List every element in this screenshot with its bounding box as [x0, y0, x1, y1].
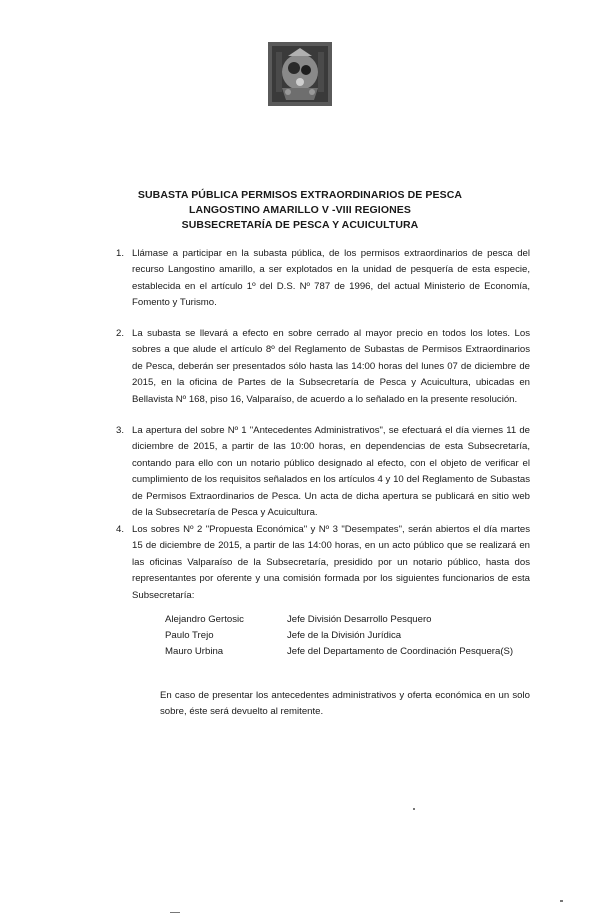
commission-row: [165, 644, 535, 660]
item-4-text: Los sobres Nº 2 "Propuesta Económica" y Nº 3 "Desempates", serán abiertos el día martes 15 de diciembre de 2015, a partir de las 14:00 horas, en un acto público que se realizará en las oficinas Valparaíso de la Subsecretaría, presidido por un notario público, hasta dos representantes por oferente y una comisión formada por los siguientes funcionarios de esta Subsecretaría:: [132, 524, 530, 601]
title-line-1: SUBASTA PÚBLICA PERMISOS EXTRAORDINARIOS DE PESCA: [137, 189, 463, 201]
document-title: [0, 188, 600, 233]
item-4-number: 4.: [116, 524, 125, 535]
item-1-text: Llámase a participar en la subasta pública, de los permisos extraordinarios de pesca del recurso Langostino amarillo, a ser explotados en la unidad de pesquería de esta especie, establecida en el artículo 1º del D.S. Nº 787 de 1996, del actual Ministerio de Economía, Fomento y Turismo.: [132, 248, 530, 309]
item-2-text: La subasta se llevará a efecto en sobre cerrado al mayor precio en todos los lotes. Los sobres a que alude el artículo 8º del Reglamento de Subastas de Permisos Extraordinarios de Pesca, deberán ser presentados sólo hasta las 14:00 horas del lunes 07 de diciembre de 2015, en la oficina de Partes de la Subsecretaría de Pesca y Acuicultura, ubicadas en Bellavista Nº 168, piso 16, Valparaíso, de acuerdo a lo señalado en la presente resolución.: [132, 328, 530, 405]
official-role: Jefe División Desarrollo Pesquero: [287, 614, 432, 625]
item-3-number: 3.: [116, 425, 125, 436]
closing-paragraph: En caso de presentar los antecedentes administrativos y oferta económica en un solo sobre, éste será devuelto al remitente.: [160, 690, 530, 718]
official-role: Jefe de la División Jurídica: [287, 630, 402, 642]
title-line-2: LANGOSTINO AMARILLO V -VIII REGIONES: [189, 204, 411, 216]
item-3-text: La apertura del sobre Nº 1 "Antecedentes Administrativos", se efectuará el día viernes 11 de diciembre de 2015, a partir de las 10:00 horas, en dependencias de esta Subsecretaría, contando para ello con un notario público designado al efecto, con el objeto de verificar el cumplimiento de los requisitos señalados en los artículos 4 y 10 del Reglamento de Subastas de Permisos Extraordinarios de Pesca. Un acta de dicha apertura se publicará en sitio web de la Subsecretaría de Pesca y Acuicultura.: [132, 425, 530, 519]
official-name: Alejandro Gertosic: [165, 614, 244, 625]
title-line-3: SUBSECRETARÍA DE PESCA Y ACUICULTURA: [181, 219, 419, 231]
commission-row: [165, 628, 535, 644]
commission-row: [165, 612, 535, 628]
item-1-number: 1.: [116, 248, 125, 259]
official-name: Paulo Trejo: [165, 630, 214, 642]
government-seal: [268, 42, 332, 106]
official-name: Mauro Urbina: [165, 646, 224, 658]
item-2-number: 2.: [116, 328, 125, 339]
official-role: Jefe del Departamento de Coordinación Pesquera(S): [287, 646, 514, 658]
commission-list: [165, 612, 535, 661]
